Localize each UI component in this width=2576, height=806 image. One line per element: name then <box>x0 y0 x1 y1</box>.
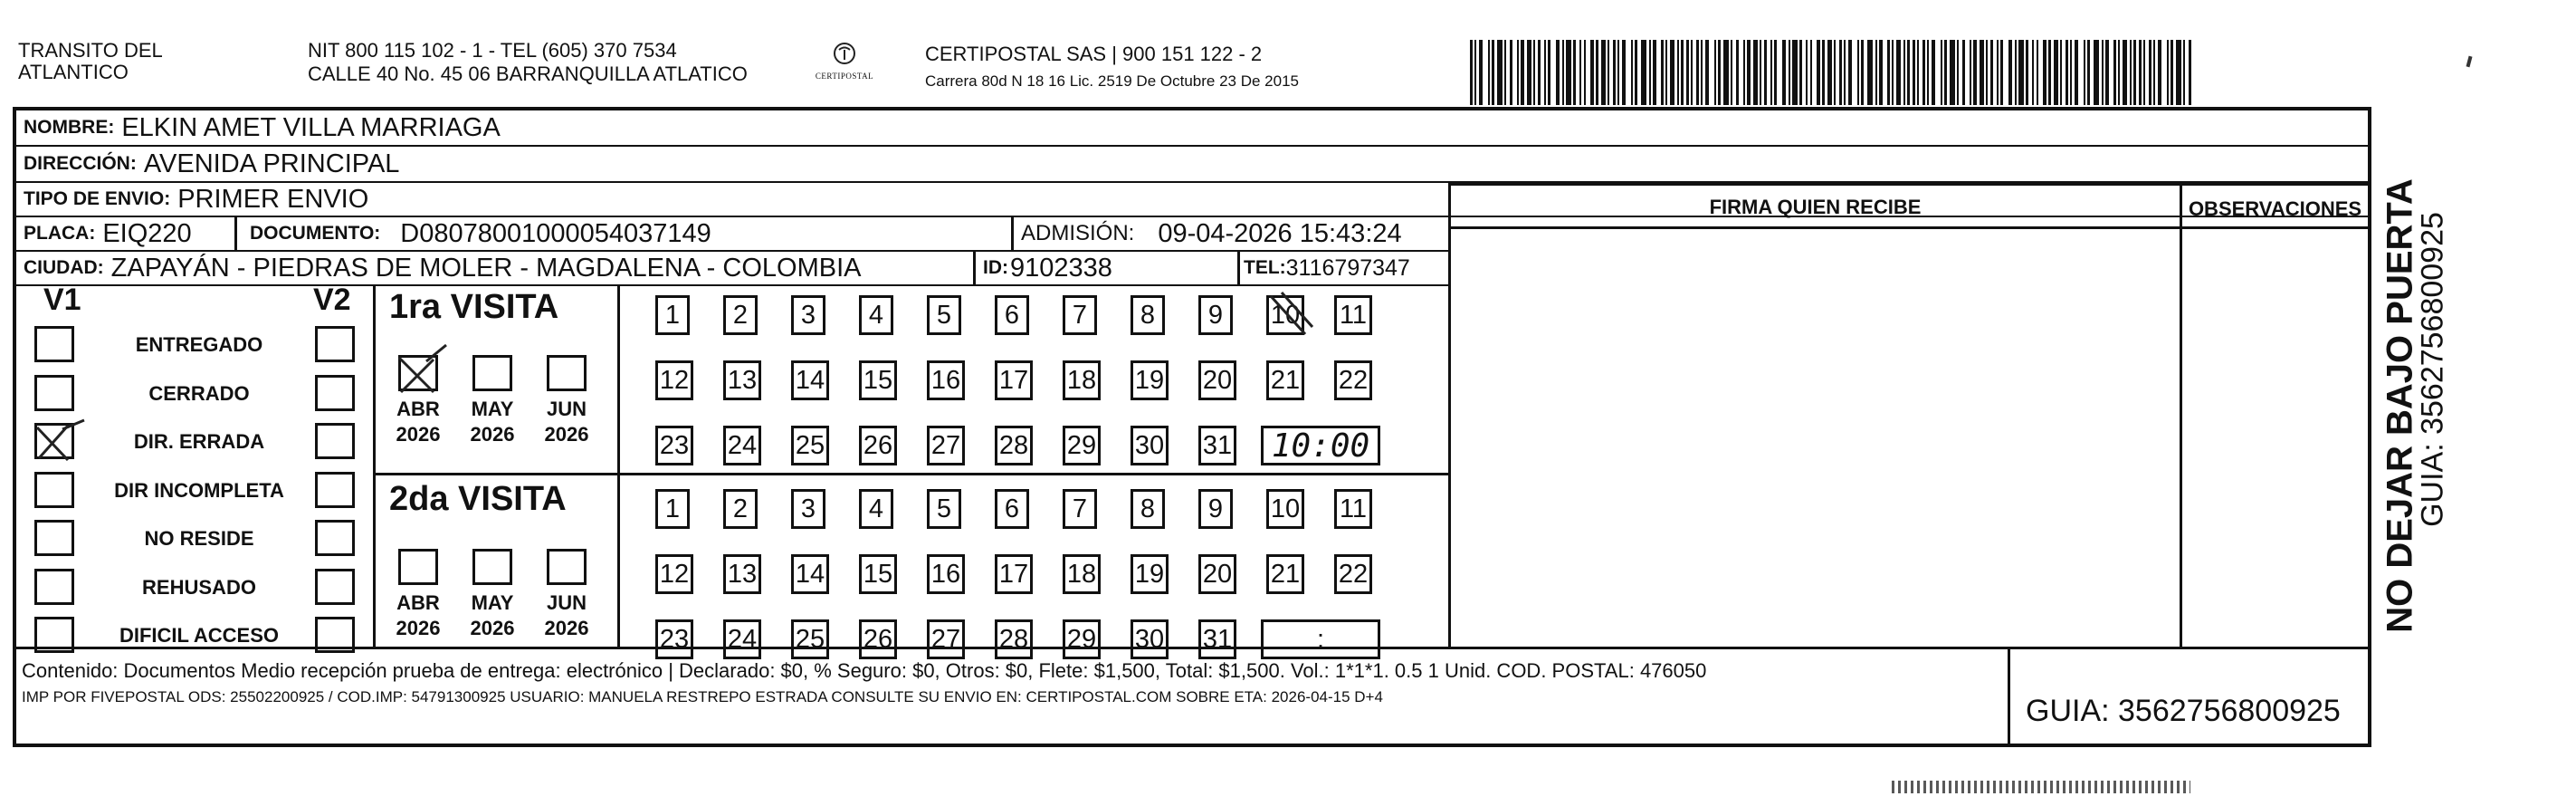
barcode-bar <box>1579 40 1581 105</box>
barcode-bar <box>1907 40 1910 105</box>
barcode-bar <box>2143 40 2145 105</box>
barcode-bar <box>1944 40 1947 105</box>
day-box[interactable]: 3 <box>791 489 825 529</box>
barcode-bar <box>1556 40 1560 105</box>
barcode-bar <box>1822 40 1825 105</box>
barcode-bar <box>2123 40 2127 105</box>
time-box[interactable]: : <box>1261 619 1380 659</box>
barcode-bar <box>1770 40 1772 105</box>
observaciones-header: OBSERVACIONES <box>2188 197 2362 220</box>
footer-top-line <box>16 647 2368 649</box>
barcode-bar <box>1601 40 1606 105</box>
barcode-bar <box>2149 40 2151 105</box>
ciudad-label: CIUDAD: <box>24 257 104 278</box>
day-box[interactable]: 26 <box>859 619 897 659</box>
month-year: 2026 <box>396 423 441 446</box>
day-box[interactable]: 28 <box>995 619 1033 659</box>
barcode-bar <box>1731 40 1732 105</box>
day-box[interactable]: 27 <box>927 619 965 659</box>
barcode-bar <box>2070 40 2072 105</box>
month-checkbox[interactable] <box>547 549 587 585</box>
day-box[interactable]: 9 <box>1198 295 1233 335</box>
scan-mark <box>2466 56 2473 68</box>
barcode-bar <box>2087 40 2090 105</box>
barcode-bar <box>2026 40 2028 105</box>
barcode-bar <box>1723 40 1729 105</box>
month-label <box>389 397 447 447</box>
barcode-bar <box>1970 40 1971 105</box>
month-name: MAY <box>471 398 514 420</box>
day-box[interactable]: 21 <box>1266 360 1304 400</box>
day-box[interactable]: 22 <box>1334 554 1372 594</box>
barcode-bar <box>1917 40 1919 105</box>
barcode-bar <box>1857 40 1859 105</box>
barcode-bar <box>1497 40 1503 105</box>
day-box[interactable]: 5 <box>927 489 961 529</box>
imp-line: IMP POR FIVEPOSTAL ODS: 25502200925 / COD.IMP: 54791300925 USUARIO: MANUELA RESTREPO ESTRADA CONSULTE SU ENVIO EN: CERTIPOSTAL.COM SOBRE ETA: 2026-04-15 D+4 <box>22 688 1383 705</box>
barcode-bar <box>2176 40 2181 105</box>
v1-checkbox[interactable] <box>34 472 74 508</box>
day-box[interactable]: 29 <box>1063 619 1101 659</box>
day-box[interactable]: 2 <box>723 295 758 335</box>
form-frame <box>13 107 2371 747</box>
barcode-bar <box>1990 40 1993 105</box>
month-checkbox[interactable] <box>547 355 587 391</box>
barcode-bar <box>1622 40 1626 105</box>
day-box[interactable]: 17 <box>995 554 1033 594</box>
barcode-bar <box>1617 40 1619 105</box>
month-checkbox[interactable] <box>472 355 512 391</box>
v1-checkbox[interactable] <box>34 423 74 459</box>
day-box[interactable]: 28 <box>995 426 1033 465</box>
barcode-bar <box>1544 40 1546 105</box>
barcode-bar <box>1527 40 1531 105</box>
day-box[interactable]: 10 <box>1266 295 1304 335</box>
barcode-bar <box>1760 40 1761 105</box>
day-box[interactable]: 25 <box>791 619 829 659</box>
barcode-bar <box>1562 40 1564 105</box>
barcode-bar <box>1681 40 1684 105</box>
month-name: JUN <box>546 398 587 420</box>
day-box[interactable]: 21 <box>1266 554 1304 594</box>
day-box[interactable]: 24 <box>723 426 761 465</box>
day-box[interactable]: 16 <box>927 554 965 594</box>
day-box[interactable]: 7 <box>1063 489 1097 529</box>
month-year: 2026 <box>396 617 441 639</box>
barcode-bar <box>1714 40 1716 105</box>
day-box[interactable]: 3 <box>791 295 825 335</box>
tel-cell <box>1240 252 1448 286</box>
footer-guia: GUIA: 3562756800925 <box>2026 694 2341 728</box>
barcode-bar <box>1922 40 1925 105</box>
contenido-line: Contenido: Documentos Medio recepción prueba de entrega: electrónico | Declarado: $0, % Seguro: $0, Otros: $0, Flete: $1,500, Total: $1,500. Vol.: 1*1*1. 0.5 1 Unid. COD. POSTAL: 476050 <box>22 659 1707 682</box>
barcode-bar <box>1474 40 1476 105</box>
barcode-bar <box>1957 40 1959 105</box>
id-cell <box>976 252 1240 286</box>
month-checkbox[interactable] <box>398 549 438 585</box>
day-box[interactable]: 10 <box>1266 489 1304 529</box>
barcode-bar <box>2102 40 2104 105</box>
barcode-bar <box>1867 40 1873 105</box>
barcode-bar <box>1573 40 1576 105</box>
month-year: 2026 <box>470 423 515 446</box>
day-box[interactable]: 16 <box>927 360 965 400</box>
nombre-value: ELKIN AMET VILLA MARRIAGA <box>121 112 501 142</box>
barcode-bar <box>1799 40 1802 105</box>
day-box[interactable]: 6 <box>995 489 1029 529</box>
barcode-bar <box>2118 40 2120 105</box>
barcode-bar <box>1927 40 1929 105</box>
month-name: JUN <box>546 591 587 614</box>
barcode-bar <box>1696 40 1699 105</box>
admision-value: 09-04-2026 15:43:24 <box>1158 218 1402 248</box>
barcode-bar <box>2189 40 2191 105</box>
barcode-bar <box>1701 40 1703 105</box>
day-box[interactable]: 25 <box>791 426 829 465</box>
barcode-bar <box>1608 40 1609 105</box>
logo-icon <box>831 42 858 67</box>
guia-divider <box>2008 647 2010 747</box>
barcode-bar <box>2043 40 2046 105</box>
barcode-bar <box>1677 40 1679 105</box>
observaciones-area[interactable] <box>2182 229 2368 647</box>
id-label: ID: <box>983 257 1008 278</box>
day-box[interactable]: 13 <box>723 360 761 400</box>
day-box[interactable]: 18 <box>1063 360 1101 400</box>
barcode-bar <box>1817 40 1820 105</box>
barcode-bar <box>1533 40 1535 105</box>
barcode-bar <box>2032 40 2034 105</box>
barcode-bar <box>2153 40 2155 105</box>
day-box[interactable]: 12 <box>655 554 693 594</box>
barcode-bar <box>1665 40 1667 105</box>
month-name: MAY <box>471 591 514 614</box>
barcode-bar <box>1753 40 1758 105</box>
barcode-bar <box>1774 40 1777 105</box>
barcode-bar <box>1941 40 1942 105</box>
barcode-bar <box>2084 40 2085 105</box>
day-box[interactable]: 4 <box>859 295 893 335</box>
day-box[interactable]: 15 <box>859 360 897 400</box>
day-box[interactable]: 14 <box>791 360 829 400</box>
v2-checkbox[interactable] <box>315 375 355 411</box>
barcode-bar <box>1479 40 1483 105</box>
barcode-bar <box>1997 40 1999 105</box>
placa-value: EIQ220 <box>102 218 192 248</box>
month-checkbox[interactable] <box>472 549 512 585</box>
barcode-bar <box>2018 40 2024 105</box>
barcode-bar <box>1718 40 1721 105</box>
day-box[interactable]: 22 <box>1334 360 1372 400</box>
direccion-row <box>16 147 2368 183</box>
v2-checkbox[interactable] <box>315 326 355 362</box>
barcode-bar <box>1792 40 1798 105</box>
v2-checkbox[interactable] <box>315 617 355 653</box>
check-mark-icon <box>396 343 450 394</box>
barcode-bar <box>2133 40 2136 105</box>
tipo-value: PRIMER ENVIO <box>177 184 369 214</box>
day-box[interactable]: 9 <box>1198 489 1233 529</box>
barcode-bar <box>2054 40 2058 105</box>
barcode-bar <box>2113 40 2116 105</box>
barcode-bar <box>1764 40 1767 105</box>
barcode-bar <box>1789 40 1790 105</box>
admision-cell <box>1014 217 1448 252</box>
barcode-bar <box>1661 40 1664 105</box>
barcode-bar <box>1747 40 1751 105</box>
barcode-bar <box>1827 40 1832 105</box>
company-line: CERTIPOSTAL SAS | 900 151 122 - 2 <box>925 43 1263 65</box>
direccion-label: DIRECCIÓN: <box>24 153 137 174</box>
barcode-bar <box>2094 40 2099 105</box>
month-label <box>538 590 596 641</box>
ciudad-value: ZAPAYÁN - PIEDRAS DE MOLER - MAGDALENA - COLOMBIA <box>110 253 862 283</box>
day-mark-icon <box>1264 287 1318 341</box>
barcode-bar <box>2158 40 2161 105</box>
v2-checkbox[interactable] <box>315 472 355 508</box>
month-year: 2026 <box>544 423 589 446</box>
time-box[interactable]: 10:00 <box>1261 426 1380 465</box>
status-label: CERRADO <box>148 381 250 405</box>
barcode-bar <box>1686 40 1689 105</box>
day-box[interactable]: 1 <box>655 489 690 529</box>
visit-divider <box>617 286 620 647</box>
day-box[interactable]: 1 <box>655 295 690 335</box>
day-box[interactable]: 12 <box>655 360 693 400</box>
v2-label: V2 <box>313 283 351 317</box>
barcode-bar <box>1470 40 1473 105</box>
no-dejar-warning: NO DEJAR BAJO PUERTA <box>2380 178 2420 633</box>
v1-checkbox[interactable] <box>34 375 74 411</box>
day-box[interactable]: 17 <box>995 360 1033 400</box>
barcode-bar <box>1892 40 1894 105</box>
placa-cell <box>16 217 237 252</box>
day-box[interactable]: 5 <box>927 295 961 335</box>
status-label: DIR. ERRADA <box>133 430 265 453</box>
barcode-bar <box>1913 40 1915 105</box>
ciudad-cell <box>16 252 976 286</box>
barcode-bar <box>1613 40 1616 105</box>
check-mark-icon <box>32 417 86 467</box>
barcode-bar <box>1839 40 1842 105</box>
barcode-bar <box>1590 40 1594 105</box>
month-label <box>463 590 521 641</box>
barcode-bar <box>1635 40 1637 105</box>
firma-area[interactable] <box>1451 229 2180 647</box>
barcode-bar <box>2171 40 2173 105</box>
barcode-bar <box>2183 40 2185 105</box>
day-box[interactable]: 18 <box>1063 554 1101 594</box>
day-box[interactable]: 31 <box>1198 619 1236 659</box>
barcode-bar <box>1691 40 1693 105</box>
documento-label: DOCUMENTO: <box>250 223 381 244</box>
day-box[interactable]: 13 <box>723 554 761 594</box>
status-label: NO RESIDE <box>144 527 254 550</box>
barcode-bar <box>1986 40 1988 105</box>
barcode-bar <box>1538 40 1541 105</box>
day-box[interactable]: 29 <box>1063 426 1101 465</box>
nombre-label: NOMBRE: <box>24 117 115 138</box>
barcode-bar <box>2015 40 2017 105</box>
tel-value: 3116797347 <box>1285 254 1410 281</box>
day-box[interactable]: 19 <box>1131 554 1169 594</box>
barcode-bar <box>1488 40 1490 105</box>
v1-checkbox[interactable] <box>34 326 74 362</box>
month-year: 2026 <box>470 617 515 639</box>
status-divider <box>373 286 376 647</box>
month-label <box>463 397 521 447</box>
day-box[interactable]: 24 <box>723 619 761 659</box>
day-box[interactable]: 8 <box>1131 489 1165 529</box>
v2-checkbox[interactable] <box>315 423 355 459</box>
id-value: 9102338 <box>1010 253 1112 283</box>
barcode-bar <box>1566 40 1571 105</box>
v1-checkbox[interactable] <box>34 520 74 556</box>
barcode-bar <box>2037 40 2038 105</box>
day-box[interactable]: 15 <box>859 554 897 594</box>
barcode-bar <box>1887 40 1890 105</box>
barcode-bar <box>1896 40 1901 105</box>
side-guia-wrap <box>2415 152 2451 587</box>
barcode-bar <box>1548 40 1550 105</box>
barcode-bar <box>1962 40 1965 105</box>
status-label: ENTREGADO <box>135 333 263 356</box>
barcode-bar <box>1743 40 1745 105</box>
barcode-bar <box>2167 40 2169 105</box>
month-label <box>389 590 447 641</box>
tipo-label: TIPO DE ENVIO: <box>24 188 171 209</box>
barcode-bar <box>1782 40 1786 105</box>
direccion-value: AVENIDA PRINCIPAL <box>143 149 400 178</box>
month-name: ABR <box>396 398 440 420</box>
barcode <box>1468 40 2194 105</box>
visit-separator <box>373 473 1448 475</box>
side-guia: GUIA: 3562756800925 <box>2415 212 2450 527</box>
second-visit-title: 2da VISITA <box>389 480 567 518</box>
barcode-bar <box>1875 40 1877 105</box>
barcode-bar <box>1705 40 1709 105</box>
tel-label: TEL: <box>1244 257 1286 278</box>
month-name: ABR <box>396 591 440 614</box>
barcode-bar <box>2075 40 2078 105</box>
barcode-bar <box>1879 40 1883 105</box>
day-box[interactable]: 7 <box>1063 295 1097 335</box>
day-box[interactable]: 19 <box>1131 360 1169 400</box>
barcode-bar <box>2008 40 2012 105</box>
day-box[interactable]: 30 <box>1131 619 1169 659</box>
logo-text: CERTIPOSTAL <box>815 72 874 81</box>
day-box[interactable]: 26 <box>859 426 897 465</box>
barcode-bar <box>1510 40 1512 105</box>
first-visit-title: 1ra VISITA <box>389 288 559 326</box>
documento-value: D08078001000054037149 <box>400 218 711 248</box>
v1-checkbox[interactable] <box>34 569 74 605</box>
v1-label: V1 <box>43 283 81 317</box>
barcode-bar <box>1631 40 1633 105</box>
day-box[interactable]: 30 <box>1131 426 1169 465</box>
barcode-bar <box>1932 40 1935 105</box>
signature-top-line <box>1448 183 2368 186</box>
barcode-bar <box>1653 40 1656 105</box>
barcode-bar <box>1903 40 1905 105</box>
status-label: DIFICIL ACCESO <box>119 624 279 647</box>
barcode-bar <box>1834 40 1836 105</box>
day-box[interactable]: 20 <box>1198 554 1236 594</box>
day-box[interactable]: 14 <box>791 554 829 594</box>
firma-header: FIRMA QUIEN RECIBE <box>1709 196 1922 218</box>
barcode-bar <box>1736 40 1739 105</box>
barcode-bar <box>1973 40 1977 105</box>
barcode-bar <box>1980 40 1984 105</box>
barcode-bar <box>1670 40 1674 105</box>
day-box[interactable]: 11 <box>1334 295 1372 335</box>
barcode-bar <box>1596 40 1598 105</box>
admision-label: ADMISIÓN: <box>1021 221 1135 245</box>
v2-checkbox[interactable] <box>315 520 355 556</box>
barcode-bar <box>2130 40 2132 105</box>
barcode-bar <box>2000 40 2003 105</box>
day-box[interactable]: 8 <box>1131 295 1165 335</box>
day-box[interactable]: 2 <box>723 489 758 529</box>
month-checkbox[interactable] <box>398 355 438 391</box>
barcode-bar <box>1806 40 1808 105</box>
day-box[interactable]: 6 <box>995 295 1029 335</box>
transit-name-line1: TRANSITO DEL <box>18 39 163 62</box>
status-label: REHUSADO <box>142 575 256 599</box>
address-line: CALLE 40 No. 45 06 BARRANQUILLA ATLATICO <box>308 62 748 85</box>
v2-checkbox[interactable] <box>315 569 355 605</box>
barcode-bar <box>2060 40 2062 105</box>
month-year: 2026 <box>544 617 589 639</box>
company-license: Carrera 80d N 18 16 Lic. 2519 De Octubre 23 De 2015 <box>925 72 1299 90</box>
day-box[interactable]: 27 <box>927 426 965 465</box>
barcode-bar <box>1649 40 1651 105</box>
day-box[interactable]: 23 <box>655 619 693 659</box>
day-box[interactable]: 4 <box>859 489 893 529</box>
status-label: DIR INCOMPLETA <box>114 478 284 502</box>
day-box[interactable]: 23 <box>655 426 693 465</box>
barcode-bar <box>2105 40 2109 105</box>
nombre-row <box>16 110 2368 147</box>
barcode-bar <box>1810 40 1812 105</box>
barcode-bar <box>1521 40 1524 105</box>
nit-line: NIT 800 115 102 - 1 - TEL (605) 370 7534 <box>308 39 677 62</box>
barcode-bar <box>1641 40 1646 105</box>
bottom-edge-barcode <box>1892 781 2190 793</box>
barcode-bar <box>1844 40 1846 105</box>
certipostal-logo <box>813 42 876 92</box>
day-box[interactable]: 31 <box>1198 426 1236 465</box>
barcode-bar <box>1517 40 1519 105</box>
placa-label: PLACA: <box>24 223 96 244</box>
barcode-bar <box>1848 40 1852 105</box>
barcode-bar <box>1861 40 1864 105</box>
transit-name-line2: ATLANTICO <box>18 61 129 83</box>
v1-checkbox[interactable] <box>34 617 74 653</box>
barcode-bar <box>2066 40 2068 105</box>
barcode-bar <box>1584 40 1586 105</box>
month-label <box>538 397 596 447</box>
barcode-bar <box>1492 40 1494 105</box>
barcode-bar <box>1504 40 1506 105</box>
day-box[interactable]: 20 <box>1198 360 1236 400</box>
barcode-bar <box>2048 40 2051 105</box>
documento-cell <box>237 217 1014 252</box>
barcode-bar <box>1950 40 1955 105</box>
barcode-bar <box>2139 40 2142 105</box>
day-box[interactable]: 11 <box>1334 489 1372 529</box>
